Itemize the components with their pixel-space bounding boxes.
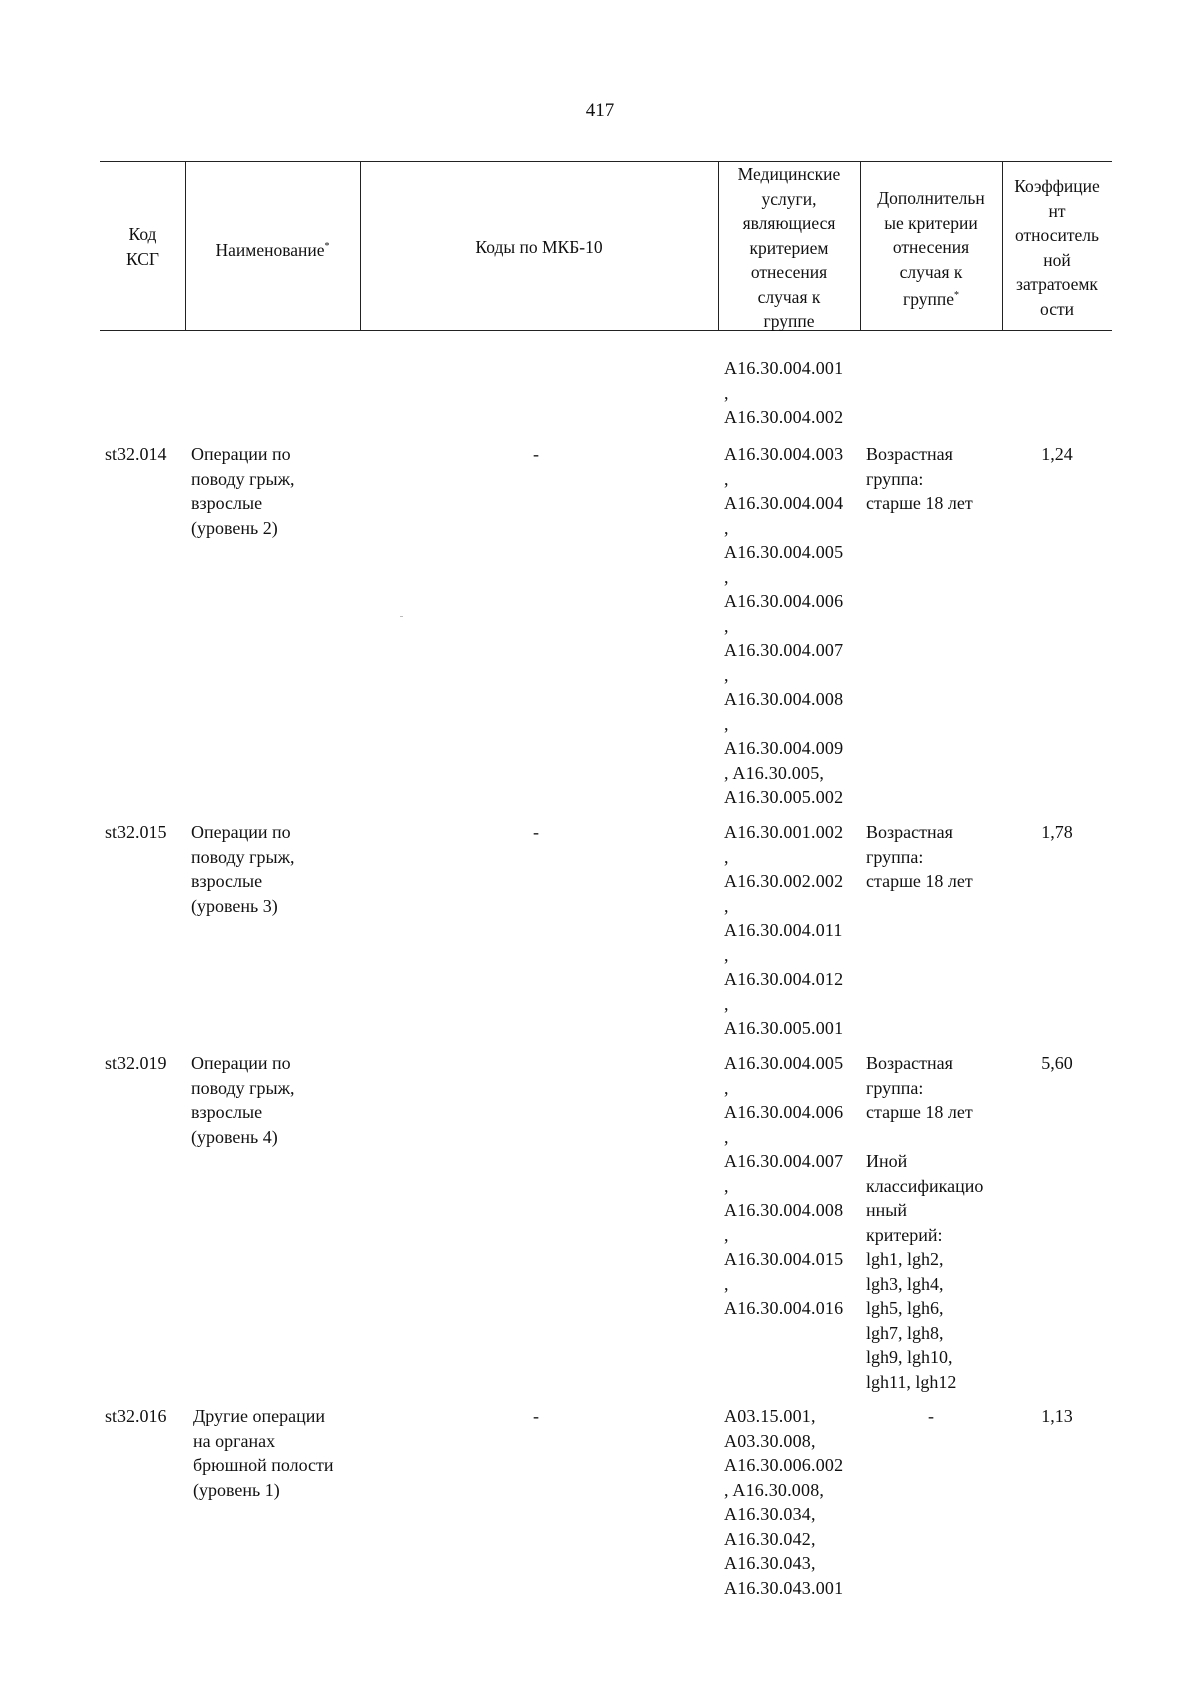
table-top-rule	[100, 161, 1112, 162]
service-code: A03.15.001,	[724, 1406, 816, 1426]
row-name-line: Другие операции	[193, 1406, 326, 1426]
row-services	[724, 1404, 843, 1600]
service-comma: ,	[724, 713, 729, 734]
criteria-line: lgh3, lgh4,	[866, 1273, 944, 1294]
header-name	[185, 235, 360, 262]
criteria-line: lgh5, lgh6,	[866, 1298, 944, 1318]
header-coef-line: ости	[1040, 298, 1074, 319]
header-services-line: Медицинские	[737, 164, 841, 184]
service-code: A16.30.004.005	[724, 542, 844, 562]
service-code: A16.30.034,	[724, 1504, 816, 1524]
service-code: A16.30.043,	[724, 1553, 816, 1573]
header-criteria-line: ые критерии	[884, 212, 978, 233]
criteria-line: lgh11, lgh12	[866, 1371, 957, 1392]
header-coef-line: Коэффицие	[1014, 176, 1100, 196]
service-code: A16.30.004.007	[724, 640, 844, 660]
criteria-line: старше 18 лет	[866, 493, 973, 513]
row-name-line: Операции по	[191, 822, 291, 842]
service-code: A16.30.004.006	[724, 591, 844, 611]
service-code: A16.30.004.005	[724, 1053, 844, 1073]
service-code: A16.30.005.002	[724, 787, 844, 807]
criteria-line: Возрастная	[866, 822, 953, 842]
service-code: A16.30.004.012	[724, 969, 844, 989]
criteria-line: lgh7, lgh8,	[866, 1322, 944, 1343]
service-code: , A16.30.005,	[724, 762, 825, 783]
header-services-line: отнесения	[750, 262, 828, 282]
criteria-line: lgh1, lgh2,	[866, 1249, 944, 1269]
service-comma: ,	[724, 664, 729, 685]
criteria-line: нный	[866, 1200, 907, 1220]
row-name-line: взрослые	[191, 1102, 263, 1122]
service-comma: ,	[724, 944, 729, 965]
service-code: A16.30.004.009	[724, 738, 844, 758]
service-code: A16.30.042,	[724, 1528, 816, 1549]
row-code: st32.014	[105, 444, 167, 464]
row-name-line: взрослые	[191, 871, 263, 891]
header-coef-line: нт	[1048, 200, 1066, 221]
row-code: st32.019	[105, 1053, 167, 1073]
service-code: A16.30.004.008	[724, 689, 844, 709]
row-services	[724, 1051, 843, 1321]
service-code: A16.30.005.001	[724, 1018, 844, 1038]
service-code: A16.30.004.001	[724, 358, 844, 378]
row-name	[191, 1051, 295, 1149]
footnote-mark: *	[324, 241, 330, 252]
row-name-line: (уровень 4)	[191, 1126, 278, 1147]
row-name	[193, 1404, 334, 1502]
service-comma: ,	[724, 1126, 729, 1147]
service-code: A16.30.004.008	[724, 1200, 844, 1220]
row-name-line: взрослые	[191, 493, 263, 513]
row-name-line: на органах	[193, 1430, 276, 1451]
service-code: A16.30.043.001	[724, 1577, 844, 1598]
row-criteria: -	[928, 1406, 934, 1426]
header-criteria	[860, 186, 1002, 311]
service-code: A16.30.004.015	[724, 1249, 844, 1269]
criteria-line: lgh9, lgh10,	[866, 1347, 953, 1367]
criteria-line: старше 18 лет	[866, 871, 973, 891]
row-name-line: Операции по	[191, 444, 291, 464]
service-comma: ,	[724, 895, 729, 916]
row-name-line: поводу грыж,	[191, 468, 295, 489]
criteria-line: группа:	[866, 468, 924, 489]
page-number: 417	[585, 100, 615, 121]
header-code-line: Код	[128, 224, 157, 244]
service-comma: ,	[724, 566, 729, 587]
service-code: A16.30.002.002	[724, 871, 844, 891]
criteria-line: Иной	[866, 1151, 908, 1171]
service-code: A16.30.004.016	[724, 1298, 844, 1318]
row-icd: -	[533, 822, 539, 842]
header-icd: Коды по МКБ-10	[475, 237, 603, 257]
continuation-services	[724, 356, 843, 430]
header-services-line: группе	[763, 311, 815, 331]
row-criteria	[866, 820, 973, 894]
row-coef: 5,60	[1041, 1053, 1073, 1073]
service-comma: ,	[724, 846, 729, 867]
row-name	[191, 442, 295, 540]
criteria-line: группа:	[866, 1077, 924, 1098]
header-coef-line: ной	[1043, 249, 1071, 270]
header-criteria-text: группе	[903, 288, 954, 309]
row-name-line: (уровень 1)	[193, 1479, 280, 1500]
header-coef-line: затратоемк	[1016, 274, 1098, 294]
row-criteria	[866, 1051, 983, 1394]
criteria-line: классификацио	[866, 1175, 984, 1196]
table-header-rule	[100, 330, 1112, 331]
row-name-line: (уровень 2)	[191, 517, 278, 538]
service-comma: ,	[724, 382, 729, 403]
row-name-line: поводу грыж,	[191, 1077, 295, 1098]
row-coef: 1,78	[1041, 822, 1073, 842]
header-criteria-line	[860, 284, 1002, 311]
service-code: A16.30.004.003	[724, 444, 844, 464]
header-criteria-line: отнесения	[892, 237, 970, 257]
service-comma: ,	[724, 1175, 729, 1196]
header-criteria-line: случая к	[899, 261, 963, 282]
row-name-line: поводу грыж,	[191, 846, 295, 867]
service-code: A03.30.008,	[724, 1430, 816, 1451]
criteria-line: старше 18 лет	[866, 1102, 973, 1122]
service-code: A16.30.004.004	[724, 493, 844, 513]
header-services-line: являющиеся	[742, 213, 836, 233]
service-code: A16.30.001.002	[724, 822, 844, 842]
service-comma: ,	[724, 1077, 729, 1098]
header-code	[100, 222, 185, 271]
criteria-gap	[866, 1125, 983, 1150]
service-comma: ,	[724, 517, 729, 538]
row-coef: 1,13	[1041, 1406, 1073, 1426]
row-icd: -	[533, 444, 539, 464]
header-coef-line: относитель	[1015, 225, 1099, 245]
header-services-line: услуги,	[761, 188, 817, 209]
row-icd: -	[533, 1406, 539, 1426]
service-code: A16.30.004.002	[724, 407, 844, 427]
header-name-text: Наименование	[215, 239, 325, 260]
header-services-line: критерием	[749, 237, 829, 258]
service-code: A16.30.004.011	[724, 920, 843, 940]
scan-speck	[400, 616, 403, 617]
service-comma: ,	[724, 993, 729, 1014]
header-coef	[1002, 174, 1112, 321]
service-code: A16.30.004.007	[724, 1151, 844, 1171]
row-code: st32.016	[105, 1406, 167, 1426]
footnote-mark: *	[953, 290, 959, 301]
service-comma: ,	[724, 1273, 729, 1294]
service-comma: ,	[724, 468, 729, 489]
row-name-line: Операции по	[191, 1053, 291, 1073]
header-services	[718, 162, 860, 334]
header-code-line: КСГ	[125, 248, 160, 269]
row-name	[191, 820, 295, 918]
criteria-line: группа:	[866, 846, 924, 867]
row-name-line: (уровень 3)	[191, 895, 278, 916]
row-services	[724, 442, 843, 810]
criteria-line: Возрастная	[866, 1053, 953, 1073]
service-code: A16.30.004.006	[724, 1102, 844, 1122]
row-name-line: брюшной полости	[193, 1455, 334, 1475]
row-criteria	[866, 442, 973, 516]
row-coef: 1,24	[1041, 444, 1073, 464]
service-code: , A16.30.008,	[724, 1479, 825, 1500]
criteria-line: критерий:	[866, 1224, 943, 1245]
criteria-line: Возрастная	[866, 444, 953, 464]
row-services	[724, 820, 843, 1041]
service-comma: ,	[724, 615, 729, 636]
row-code: st32.015	[105, 822, 167, 842]
service-code: A16.30.006.002	[724, 1455, 844, 1475]
service-comma: ,	[724, 1224, 729, 1245]
header-criteria-line: Дополнительн	[877, 188, 985, 208]
header-services-line: случая к	[757, 286, 821, 307]
